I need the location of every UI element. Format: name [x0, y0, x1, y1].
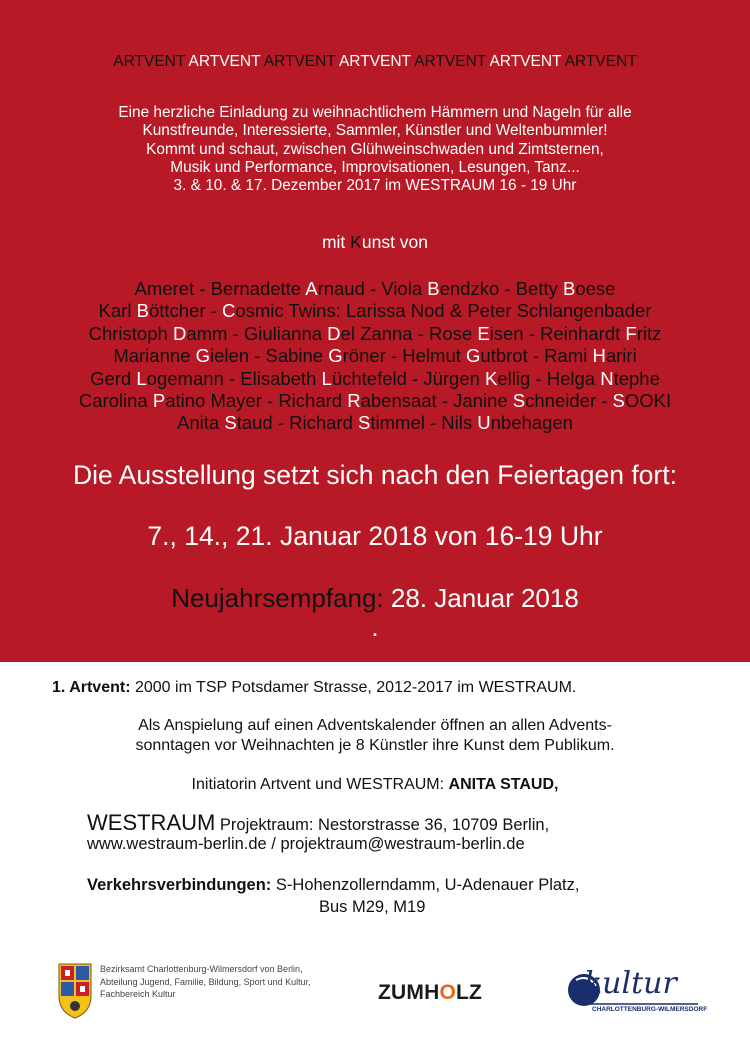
mit-kunst-von-heading [0, 232, 750, 253]
artist-list [0, 278, 750, 435]
artist-text: ogemann - Elisabeth [146, 367, 322, 389]
kultur-word: kultur [584, 966, 677, 1001]
artist-initial: S [224, 412, 237, 434]
kultur-subtitle: CHARLOTTENBURG-WILMERSDORF [592, 1006, 708, 1013]
artist-text: ritz [636, 322, 662, 344]
artist-initial: E [477, 322, 490, 344]
neujahr-label: Neujahrsempfang: [171, 583, 384, 613]
zumholz-part: ZUMH [378, 981, 440, 1004]
artist-text: röner - Helmut [342, 345, 467, 367]
artist-text: Marianne [113, 345, 196, 367]
artvent-history-label: 1. Artvent: [52, 679, 131, 696]
westraum-address [87, 810, 549, 836]
initiator-label: Initiatorin Artvent und WESTRAUM: [191, 776, 449, 793]
artist-text: osmic Twins: Larissa Nod & Peter Schlangenbader [235, 300, 652, 322]
transport-stations: S-Hohenzollerndamm, U-Adenauer Platz, [271, 876, 580, 894]
artist-line [0, 412, 750, 434]
artist-initial: B [563, 278, 576, 299]
continuation-heading: Die Ausstellung setzt sich nach den Feiertagen fort: [73, 460, 677, 490]
artist-initial: G [466, 345, 481, 367]
artvent-word: ARTVENT [338, 53, 411, 70]
artist-initial: B [136, 300, 149, 322]
artist-initial: G [195, 345, 210, 367]
bezirksamt-crest-icon [56, 962, 94, 1020]
invitation-text [0, 104, 750, 195]
artist-text: Karl [98, 300, 137, 322]
artist-initial: L [321, 367, 332, 389]
artvent-banner [0, 53, 750, 71]
artist-text: ellig - Helga [497, 367, 601, 389]
artist-text: Ameret - Bernadette [134, 278, 306, 299]
bezirksamt-text [100, 963, 311, 1001]
zumholz-logo [378, 981, 482, 1005]
transport-bus: Bus M29, M19 [319, 898, 426, 916]
artist-text: Gerd [90, 367, 137, 389]
invitation-line: Musik und Performance, Improvisationen, Lesungen, Tanz... [170, 158, 580, 176]
artist-text: atino Mayer - Richard [165, 390, 348, 412]
artist-text: abensaat - Janine [360, 390, 513, 412]
zumholz-part: LZ [456, 981, 483, 1004]
artvent-word: ARTVENT [113, 53, 186, 70]
artist-text: endzko - Betty [439, 278, 564, 299]
kunst-rest: unst von [361, 232, 429, 252]
westraum-street: Projektraum: Nestorstrasse 36, 10709 Berlin, [215, 816, 550, 834]
artist-line [0, 300, 750, 322]
artist-text: chneider - [525, 390, 613, 412]
artist-text: OOKI [624, 390, 672, 412]
initiator-name: ANITA STAUD, [448, 776, 559, 793]
artvent-word: ARTVENT [414, 53, 486, 70]
artist-text: ariri [605, 345, 637, 367]
bezirksamt-line: Fachbereich Kultur [100, 989, 176, 999]
artist-initial: D [327, 322, 341, 344]
artist-text: Carolina [78, 390, 153, 412]
artist-initial: S [612, 390, 625, 412]
transport-line [87, 876, 579, 895]
artist-text: timmel - Nils [370, 412, 478, 434]
bezirksamt-line: Bezirksamt Charlottenburg-Wilmersdorf von Berlin, [100, 964, 303, 974]
artist-initial: K [485, 367, 498, 389]
artist-initial: H [592, 345, 606, 367]
artist-initial: P [152, 390, 166, 412]
invitation-line: Kommt und schaut, zwischen Glühweinschwaden und Zimtsternen, [146, 140, 604, 158]
artist-text: taud - Richard [236, 412, 359, 434]
artist-line [0, 345, 750, 367]
artist-initial: R [347, 390, 361, 412]
invitation-line: Kunstfreunde, Interessierte, Sammler, Künstler und Weltenbummler! [142, 122, 608, 140]
january-dates: 7., 14., 21. Januar 2018 von 16-19 Uhr [147, 521, 603, 551]
artist-text: üchtefeld - Jürgen [331, 367, 486, 389]
invitation-line: 3. & 10. & 17. Dezember 2017 im WESTRAUM 16 - 19 Uhr [173, 177, 577, 195]
advent-line: sonntagen vor Weihnachten je 8 Künstler ihre Kunst dem Publikum. [135, 737, 615, 754]
artvent-word: ARTVENT [263, 53, 336, 70]
artist-text: oese [575, 278, 616, 299]
artist-text: el Zanna - Rose [340, 322, 478, 344]
artist-line [0, 368, 750, 390]
artist-text: ielen - Sabine [209, 345, 329, 367]
artist-text: öttcher - [148, 300, 222, 322]
artist-initial: C [221, 300, 236, 322]
artist-initial: S [358, 412, 371, 434]
artvent-history-text: 2000 im TSP Potsdamer Strasse, 2012-2017 im WESTRAUM. [130, 679, 577, 696]
artist-initial: F [625, 322, 637, 344]
artist-initial: U [477, 412, 491, 434]
initiator-line [0, 776, 750, 794]
artist-text: rnaud - Viola [317, 278, 428, 299]
mit-text: mit [321, 232, 351, 252]
advent-explanation [0, 716, 750, 756]
neujahrsempfang [0, 583, 750, 614]
dot-mark: . [371, 612, 379, 642]
artist-text: utbrot - Rami [480, 345, 593, 367]
westraum-name: WESTRAUM [87, 810, 216, 835]
invitation-line: Eine herzliche Einladung zu weihnachtlichem Hämmern und Nageln für alle [118, 104, 632, 121]
artvent-word: ARTVENT [489, 53, 562, 70]
artist-line [0, 323, 750, 345]
artvent-word: ARTVENT [564, 53, 637, 70]
zumholz-o: O [439, 981, 456, 1004]
artist-initial: S [512, 390, 526, 412]
artist-initial: D [172, 322, 187, 344]
artist-text: isen - Reinhardt [489, 322, 626, 344]
artist-initial: L [136, 367, 147, 389]
artist-line [0, 390, 750, 412]
kultur-logo [566, 966, 708, 1016]
artvent-history [52, 679, 576, 697]
artist-initial: N [600, 367, 614, 389]
artist-initial: B [427, 278, 440, 299]
artist-text: amm - Giulianna [186, 322, 328, 344]
artist-initial: A [305, 278, 318, 299]
artvent-word: ARTVENT [188, 53, 261, 70]
artist-text: Christoph [88, 322, 173, 344]
artist-initial: G [328, 345, 343, 367]
bezirksamt-line: Abteilung Jugend, Familie, Bildung, Sport und Kultur, [100, 976, 311, 987]
web-and-email[interactable]: www.westraum-berlin.de / projektraum@westraum-berlin.de [87, 835, 525, 853]
kunst-initial: K [350, 232, 362, 252]
advent-line: Als Anspielung auf einen Adventskalender öffnen an allen Advents- [138, 717, 612, 734]
artist-line [0, 278, 750, 300]
artist-text: tephe [613, 367, 660, 389]
artist-text: Anita [177, 412, 225, 434]
transport-label: Verkehrsverbindungen: [87, 876, 272, 894]
neujahr-date: 28. Januar 2018 [383, 583, 579, 613]
artist-text: nbehagen [490, 412, 573, 434]
